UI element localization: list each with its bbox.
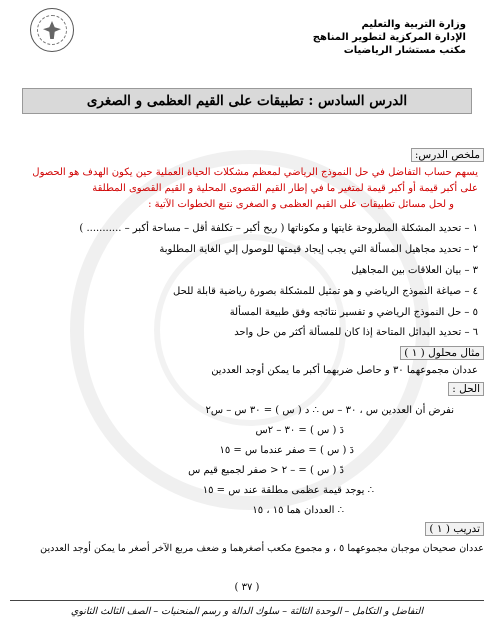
footer-text: التفاضل و التكامل – الوحدة الثالثة – سلوك الدالة و رسم المنحنيات – الصف الثالث الثانوي bbox=[70, 606, 424, 617]
exercise-heading: تدريب ( ١ ) bbox=[425, 522, 484, 536]
summary-heading: ملخص الدرس: bbox=[411, 148, 484, 162]
solution-line-6: ∴ العددان هما ١٥ ، ١٥ bbox=[252, 505, 344, 516]
summary-red-line-1: يسهم حساب التفاضل في حل النموذج الرياضي لمعظم مشكلات الحياة العملية حين يكون الهدف هو الحصول bbox=[32, 167, 478, 178]
step-1: ١ – تحديد المشكلة المطروحة غايتها و مكوناتها ( ربح أكبر – تكلفة أقل – مساحة أكبر – ........... ) bbox=[79, 223, 478, 234]
header-department: الإدارة المركزية لتطوير المناهج bbox=[312, 32, 466, 43]
solution-line-1: نفرض أن العددين س ، ٣٠ – س ∴ د ( س ) = ٣٠ س – س٢ bbox=[205, 405, 454, 416]
step-5: ٥ – حل النموذج الرياضي و تفسير نتائجه وفق طبيعة المسألة bbox=[229, 307, 478, 318]
step-4: ٤ – صياغة النموذج الرياضي و هو تمثيل للمشكلة بصورة رياضية قابلة للحل bbox=[173, 286, 478, 297]
example-problem: عددان مجموعهما ٣٠ و حاصل ضربهما أكبر ما يمكن أوجد العددين bbox=[211, 365, 478, 376]
footer-divider bbox=[10, 600, 484, 601]
ministry-seal-icon bbox=[30, 8, 74, 52]
step-2: ٢ – تحديد مجاهيل المسألة التي يجب إيجاد قيمتها للوصول إلي الغاية المطلوبة bbox=[159, 244, 478, 255]
header-office: مكتب مستشار الرياضيات bbox=[343, 45, 466, 56]
solution-line-4: دً ( س ) = – ٢ < صفر لجميع قيم س bbox=[188, 465, 344, 476]
header-ministry: وزارة التربية والتعليم bbox=[361, 19, 466, 30]
page-number: ( ٣٧ ) bbox=[234, 582, 260, 593]
solution-heading: الحل : bbox=[448, 382, 484, 396]
solution-line-2: دَ ( س ) = ٣٠ – ٢س bbox=[255, 425, 344, 436]
step-6: ٦ – تحديد البدائل المتاحة إذا كان للمسألة أكثر من حل واحد bbox=[234, 327, 478, 338]
step-3: ٣ – بيان العلاقات بين المجاهيل bbox=[351, 265, 478, 276]
lesson-title: الدرس السادس : تطبيقات على القيم العظمى و الصغرى bbox=[86, 93, 408, 109]
summary-red-line-3: و لحل مسائل تطبيقات على القيم العظمى و الصغرى نتبع الخطوات الآتية : bbox=[148, 199, 454, 210]
summary-red-line-2: على أكبر قيمة أو أكبر قيمة لمتغير ما في إطار القيم القصوى المحلية و القيم القصوى المطلقة bbox=[92, 183, 478, 194]
lesson-title-box bbox=[22, 88, 472, 114]
solution-line-5: ∴ يوجد قيمة عظمى مطلقة عند س = ١٥ bbox=[202, 485, 374, 496]
exercise-problem: عددان صحيحان موجبان مجموعهما ٥ ، و مجموع مكعب أصغرهما و ضعف مربع الآخر أصغر ما يمكن أوجد العددين bbox=[40, 543, 484, 554]
example-heading: مثال محلول ( ١ ) bbox=[400, 346, 484, 360]
solution-line-3: دَ ( س ) = صفر عندما س = ١٥ bbox=[219, 445, 354, 456]
